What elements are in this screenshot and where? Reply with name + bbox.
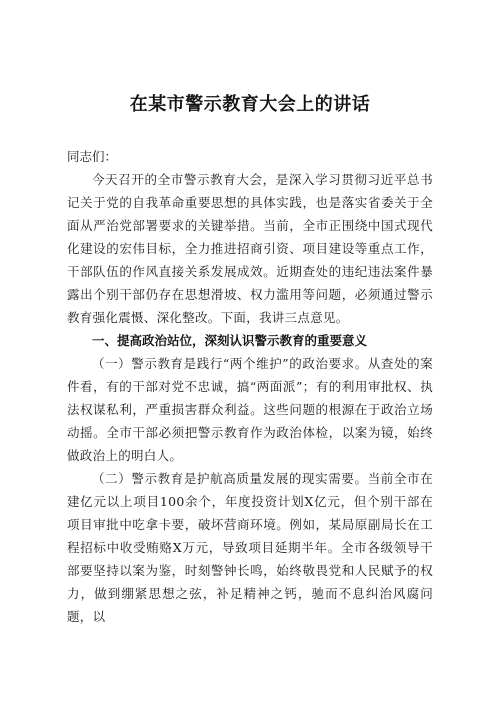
section1-paragraph-2: （二）警示教育是护航高质量发展的现实需要。当前全市在建亿元以上项目100余个，年度投资计划X亿元，但个别干部在项目审批中吃拿卡要，破坏营商环境。例如，某局原副局长在工程招标中收受贿赂X万元，导致项目延期半年。全市各级领导干部要坚持以案为鉴，时刻警钟长鸣，始终敬畏党和人民赋予的权力，做到绷紧思想之弦，补足精神之钙，驰而不息纠治风腐问题，以 xyxy=(67,471,433,624)
page-title: 在某市警示教育大会上的讲话 xyxy=(129,94,371,115)
document-body xyxy=(67,145,433,628)
salutation: 同志们： xyxy=(67,149,118,164)
section-heading-1: 一、提高政治站位，深刻认识警示教育的重要意义 xyxy=(92,333,368,348)
section1-paragraph-1: （一）警示教育是践行“两个维护”的政治要求。从查处的案件看，有的干部对党不忠诚，搞“两面派”；有的利用审批权、执法权谋私利，严重损害群众利益。这些问题的根源在于政治立场动摇。全市干部必须把警示教育作为政治体检，以案为镜，始终做政治上的明白人。 xyxy=(67,356,433,463)
intro-paragraph: 今天召开的全市警示教育大会，是深入学习贯彻习近平总书记关于党的自我革命重要思想的具体实践，也是落实省委关于全面从严治党部署要求的关键举措。当前，全市正围绕中国式现代化建设的宏伟目标，全力推进招商引资、项目建设等重点工作，干部队伍的作风直接关系发展成效。近期查处的违纪违法案件暴露出个别干部仍存在思想滑坡、权力滥用等问题，必须通过警示教育强化震慑、深化整改。下面，我讲三点意见。 xyxy=(67,172,433,325)
